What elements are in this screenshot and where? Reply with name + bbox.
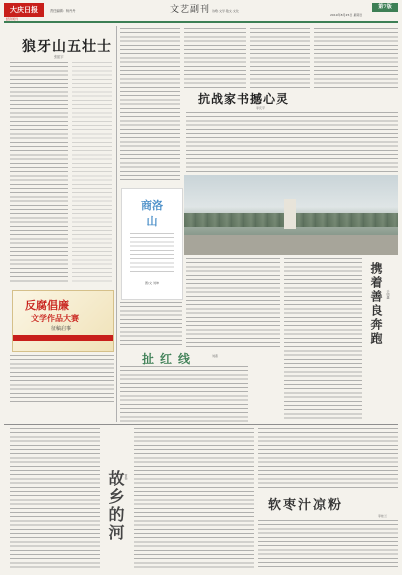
- monument: [284, 199, 296, 229]
- article-title-kindness: 携着善良奔跑: [369, 262, 383, 346]
- editor-info: 责任编辑：杨丹丹: [50, 9, 76, 13]
- page-number-badge: 第7版: [372, 3, 398, 12]
- article-author: 张振宇: [54, 55, 64, 59]
- article-author: 李桂兰: [378, 514, 388, 518]
- plaza: [184, 235, 398, 255]
- landscape-photo: [184, 175, 398, 255]
- section-title: 文艺副刊: [170, 5, 211, 15]
- contest-ad: [12, 290, 114, 352]
- ad-line-2: 文学作品大赛: [31, 313, 79, 323]
- ad-line-1: 反腐倡廉: [25, 299, 69, 312]
- article-author: 黄杨: [124, 474, 128, 480]
- text-column-a: [120, 28, 180, 183]
- ad-line-3: 征稿启事: [51, 326, 72, 332]
- text-column-c: [250, 28, 310, 88]
- text-column-b: [184, 28, 246, 88]
- article-4-body-right: [186, 258, 280, 348]
- bottom-section-rule: [4, 424, 398, 425]
- photo-text: [130, 233, 174, 273]
- article-6-body-right: [134, 428, 254, 568]
- article-title-date-jelly: 软枣汁凉粉: [268, 498, 344, 513]
- poem-text-block: [10, 62, 68, 282]
- article-7-body: [258, 520, 398, 568]
- article-author: 刘燕: [212, 354, 219, 358]
- article-4-body: [120, 366, 248, 422]
- article-title-hometown-river: 故乡的河: [106, 470, 125, 542]
- masthead-rule: [4, 21, 398, 23]
- article-5-body: [284, 258, 362, 422]
- column-rule: [116, 26, 117, 422]
- photo-caption: 图/文 刘坤: [145, 281, 159, 285]
- article-1-body-lower: [10, 355, 114, 405]
- text-column-d: [314, 28, 398, 88]
- shangluo-label-2: 山: [146, 215, 158, 228]
- article-author: 李庆平: [256, 106, 266, 110]
- article-6-body-left: [10, 428, 100, 568]
- poem-text-block-2: [72, 62, 112, 282]
- newspaper-sub: 经济周刊: [6, 17, 19, 21]
- article-author: 于明鑫: [386, 290, 390, 299]
- date-line: 2019年8月25日 星期日: [330, 13, 363, 17]
- newspaper-logo: 大庆日报: [4, 3, 44, 17]
- section-subtitle: 诗歌·文学·散文·文化: [212, 9, 239, 13]
- shangluo-photo-frame: [121, 188, 183, 300]
- masthead: [0, 0, 402, 22]
- article-7-intro: [258, 428, 398, 488]
- article-title-red-thread: 扯红线: [142, 352, 197, 366]
- article-title-war-letters: 抗战家书撼心灵: [198, 92, 290, 106]
- article-2-body: [186, 112, 398, 172]
- shangluo-label-1: 商洛: [141, 199, 163, 212]
- article-title-wolf-mountain: 狼牙山五壮士: [22, 39, 112, 55]
- ad-red-band: [13, 335, 113, 341]
- article-4-intro: [120, 302, 182, 347]
